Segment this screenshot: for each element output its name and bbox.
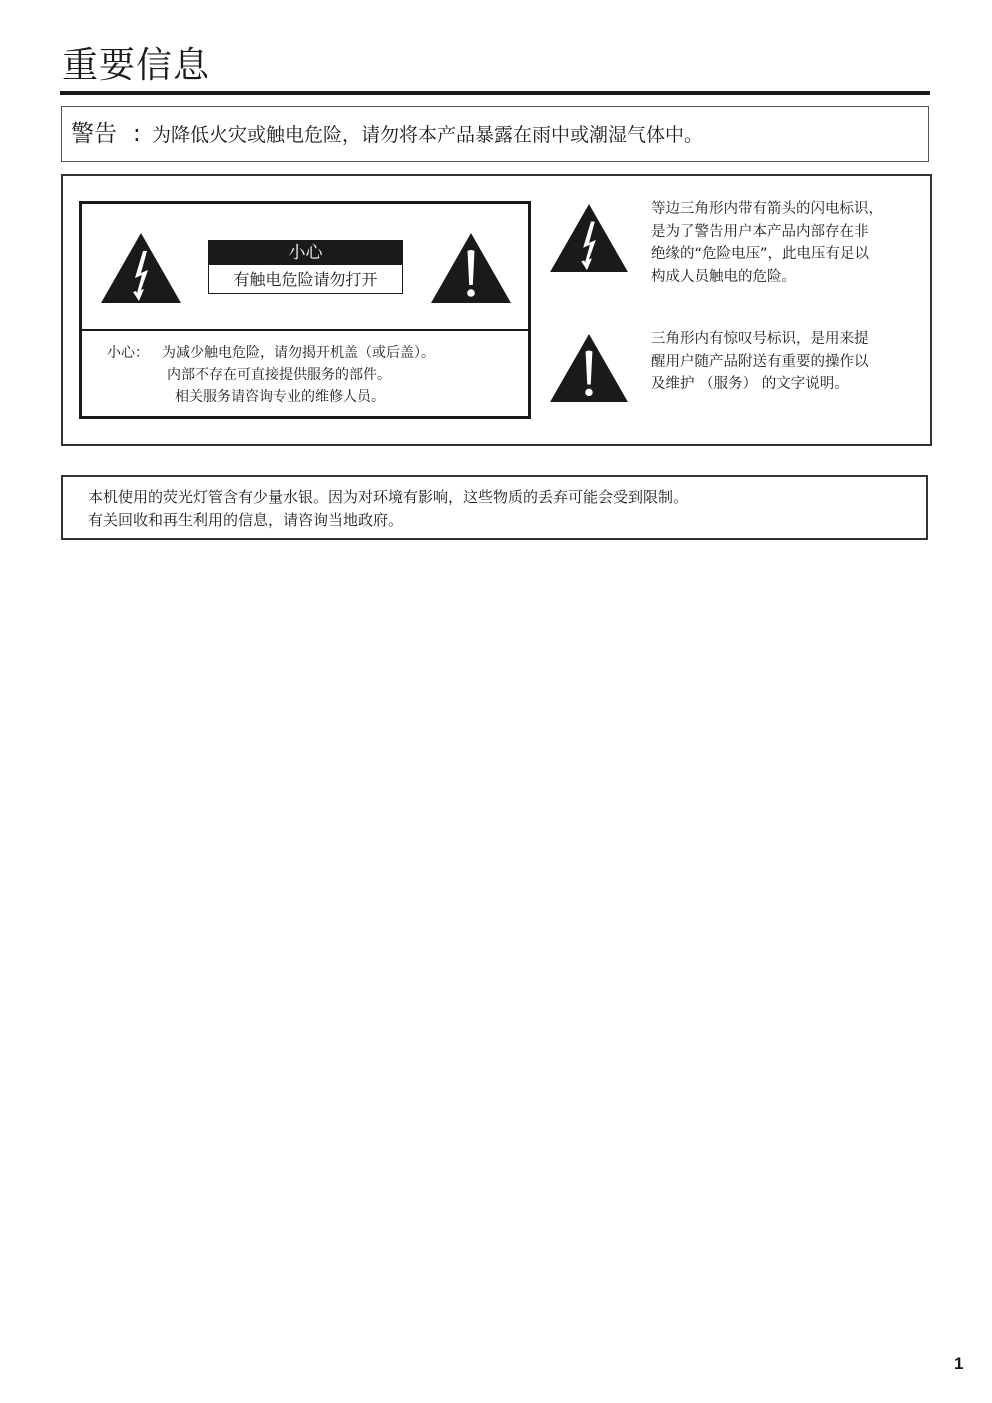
caution-label-divider: [82, 329, 528, 331]
lightning-symbol-description: [651, 198, 883, 288]
exclamation-triangle-icon: [547, 332, 631, 404]
caution-prefix: 小心：: [107, 345, 149, 361]
page-number: 1: [954, 1354, 964, 1373]
warning-label: 警告: [71, 121, 117, 147]
exclamation-symbol-description: [651, 328, 869, 396]
description-line: 及维护 （服务） 的文字说明。: [651, 376, 849, 392]
title-rule: [60, 91, 930, 95]
description-line: 是为了警告用户本产品内部存在非: [651, 223, 869, 240]
mercury-notice-line: 有关回收和再生利用的信息，请咨询当地政府。: [88, 511, 404, 529]
description-line: 构成人员触电的危险。: [651, 268, 796, 285]
caution-line: 内部不存在可直接提供服务的部件。: [167, 367, 391, 383]
caution-line: 为减少触电危险，请勿揭开机盖（或后盖）。: [162, 345, 435, 361]
page-title: 重要信息: [62, 45, 211, 86]
caution-line: 相关服务请咨询专业的维修人员。: [175, 389, 385, 405]
description-line: 醒用户随产品附送有重要的操作以: [651, 353, 869, 370]
description-line: 等边三角形内带有箭头的闪电标识，: [651, 201, 883, 217]
exclamation-triangle-icon: [429, 231, 513, 305]
caution-label-subtitle: 有触电危险请勿打开: [233, 270, 378, 289]
caution-label-title: 小心: [209, 241, 402, 265]
caution-label: [79, 201, 531, 419]
warning-colon: :: [133, 121, 141, 147]
mercury-notice-box: [61, 475, 928, 540]
lightning-triangle-icon: [547, 202, 631, 274]
warning-text: 为降低火灾或触电危险，请勿将本产品暴露在雨中或潮湿气体中。: [152, 124, 704, 146]
mercury-notice-line: 本机使用的荧光灯管含有少量水银。因为对环境有影响，这些物质的丢弃可能会受到限制。: [88, 488, 689, 506]
warning-box: [61, 106, 929, 162]
lightning-triangle-icon: [99, 231, 183, 305]
caution-label-title-box: [208, 240, 403, 294]
description-line: 三角形内有惊叹号标识，是用来提: [651, 331, 869, 347]
description-line: 绝缘的“危险电压”，此电压有足以: [651, 246, 870, 262]
